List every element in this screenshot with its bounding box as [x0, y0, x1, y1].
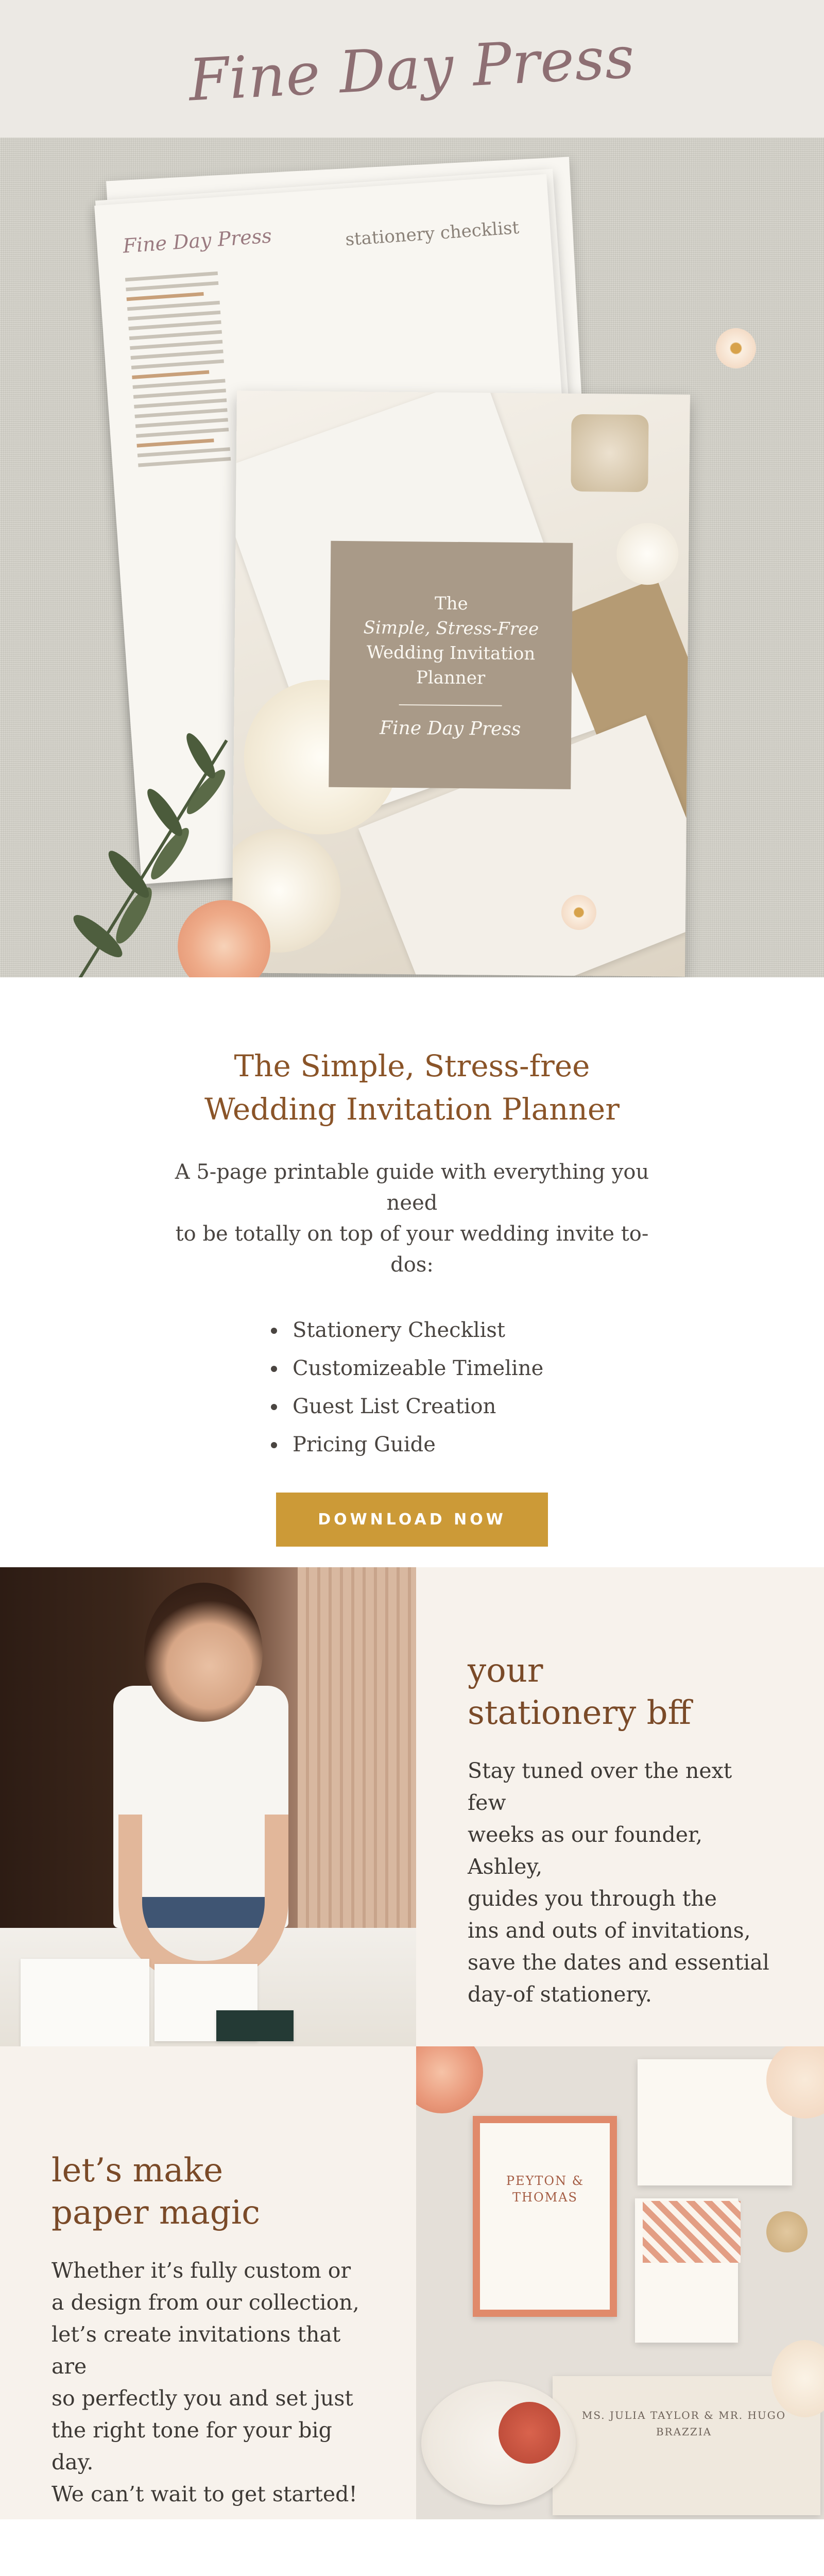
checklist-lines	[125, 272, 231, 467]
wax-seal	[766, 2211, 808, 2252]
planner-cover	[232, 391, 690, 977]
stationery-bff-panel	[416, 1567, 824, 2046]
body-line: let’s create invitations that are	[52, 2322, 341, 2379]
envelope-address: MS. JULIA TAYLOR & MR. HUGO BRAZZIA	[581, 2409, 786, 2438]
body-line: ins and outs of invitations,	[468, 1918, 751, 1943]
cover-title-line: Planner	[416, 667, 486, 688]
body-line: day-of stationery.	[468, 1982, 652, 2007]
rose	[416, 2046, 483, 2113]
cover-title-line: Simple, Stress-Free	[363, 617, 539, 639]
invitation-card	[473, 2116, 617, 2317]
hero-image[interactable]	[0, 138, 824, 977]
planner-description	[154, 1157, 670, 1280]
planner-title	[0, 1044, 824, 1131]
founder-photo	[0, 1567, 416, 2046]
body-line: We can’t wait to get started!	[52, 2482, 357, 2506]
download-now-button[interactable]: DOWNLOAD NOW	[276, 1493, 548, 1547]
cover-title-line: Wedding Invitation	[366, 641, 536, 664]
body-line: Whether it’s fully custom or	[52, 2258, 351, 2283]
body-line: weeks as our founder, Ashley,	[468, 1822, 703, 1879]
title-line: paper magic	[52, 2194, 261, 2232]
paper-magic-title	[52, 2149, 365, 2234]
ring-box	[571, 414, 648, 492]
planner-feature-list	[268, 1311, 556, 1464]
list-item: Customizeable Timeline	[268, 1349, 556, 1387]
person-head	[144, 1583, 263, 1722]
email-header	[0, 0, 824, 138]
planner-description-line: A 5-page printable guide with everything you need	[175, 1160, 649, 1215]
body-line: Stay tuned over the next few	[468, 1758, 732, 1815]
title-line: let’s make	[52, 2151, 224, 2190]
list-item: Pricing Guide	[268, 1426, 556, 1464]
title-line: your	[468, 1652, 543, 1690]
invitation-suite-photo	[416, 2046, 824, 2519]
planner-section	[0, 977, 824, 1567]
rose	[499, 2402, 560, 2464]
paper-magic-body	[52, 2255, 365, 2510]
blossom	[561, 895, 596, 930]
title-line: stationery bff	[468, 1694, 692, 1732]
body-line: the right tone for your big day.	[52, 2418, 332, 2475]
stationery-bff-title	[468, 1650, 772, 1734]
cover-title-box	[329, 541, 573, 789]
invitation-names: PEYTON & THOMAS	[506, 2174, 585, 2205]
shop-section	[0, 2519, 824, 2576]
paper-sample	[216, 2010, 294, 2041]
list-item: Guest List Creation	[268, 1387, 556, 1426]
wall	[298, 1567, 416, 1938]
planner-title-line: The Simple, Stress-free	[234, 1048, 590, 1083]
flower	[616, 523, 679, 585]
body-line: a design from our collection,	[52, 2290, 359, 2315]
blossom	[716, 328, 756, 368]
paper-sample	[21, 1959, 149, 2046]
cover-title-line: The	[434, 593, 468, 614]
planner-description-line: to be totally on top of your wedding invite to-dos:	[175, 1222, 649, 1277]
body-line: so perfectly you and set just	[52, 2386, 353, 2411]
pattern-tile	[643, 2201, 741, 2263]
cover-logo: Fine Day Press	[379, 717, 521, 740]
body-line: guides you through the	[468, 1886, 717, 1911]
body-line: save the dates and essential	[468, 1950, 769, 1975]
paper-magic-panel	[0, 2046, 416, 2519]
stationery-bff-body	[468, 1755, 772, 2010]
list-item: Stationery Checklist	[268, 1311, 556, 1349]
divider	[399, 704, 502, 706]
checklist-heading: stationery checklist	[345, 217, 520, 250]
brand-logo[interactable]: Fine Day Press	[187, 23, 637, 114]
checklist-logo: Fine Day Press	[122, 224, 272, 258]
feature-grid	[0, 1567, 824, 2519]
planner-title-line: Wedding Invitation Planner	[204, 1092, 620, 1127]
